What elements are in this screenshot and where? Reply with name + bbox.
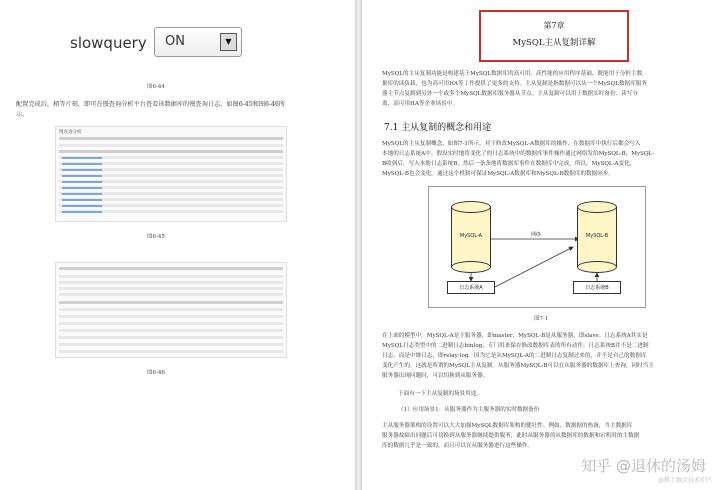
chapter-number: 第7章: [543, 21, 565, 30]
section-heading: 7.1 主从复制的概念和用途: [384, 123, 492, 133]
mysql-a-label: MySQL-A: [459, 233, 483, 239]
scenario-para-line-3: 库的数据几乎是一致的，而且可以在从服务器进行这些操作。: [382, 443, 534, 449]
left-page: [0, 0, 355, 490]
after-para-line-2: MySQL日志类型中的二进制日志binlog，专门用来保存修改数据库表的所有动作。日志系统B并不是二进制: [382, 343, 649, 349]
watermark-sub: @稀土掘金技术社区: [657, 477, 712, 484]
figure-caption-6-46: 图6-46: [147, 370, 165, 376]
network-label: 网络: [531, 232, 542, 238]
watermark: 知乎 @退休的汤姆: [581, 457, 706, 475]
intro-line-1: MySQL的主从复制功能是构建基于MySQL数据库的高可用、高性能的应用程序基础，既能用于分担主数: [382, 71, 643, 77]
replication-diagram: [428, 186, 646, 308]
scenario-1-heading: （1）应用场景1：从服务器作为主服务器的实时数据备份: [398, 407, 540, 413]
figure-caption-6-45: 图6-45: [147, 234, 165, 240]
figure-caption-6-44: 图6-44: [147, 84, 165, 90]
slowquery-value: ON: [165, 34, 185, 49]
after-para-line-4: 变化产生的，这就是所谓的MySQL主从复制。从服务器MySQL-B可以在从服务器的数据库上查询，同时当主: [382, 363, 654, 369]
scenario-para-line-1: 主从服务器架构的设置可以大大加强MySQL数据库架构的健壮性。例如，数据据的热备，当主数据库: [382, 423, 633, 429]
after-para-line-5: 服务器出现问题时，可以切换到从服务器。: [382, 373, 489, 379]
section-para-line-3: B收到后，写入本地日志系统B，然后一条条地将数据库事件在数据库中完成。所以，MySQL-A变化，: [382, 161, 636, 167]
mysql-a-cylinder: [451, 201, 491, 273]
page-gutter: [355, 0, 362, 490]
mysql-b-cylinder: [577, 201, 617, 273]
screenshot-slowquery-detail: [55, 262, 287, 358]
intro-line-4: 离、高可用HA等企业场景中。: [382, 101, 459, 107]
scenario-para-line-2: 服务器故障出问题后可切换到从服务器继续提供服务，此时从服务器的从数据库的数据和宕机时的主数据: [382, 433, 640, 439]
figure-caption-7-1: 图7-1: [534, 316, 549, 322]
after-para-line-1: 在上面的模型中，MySQL-A是主服务器，即master，MySQL-B是从服务器，即slave。日志系统A其实是: [382, 333, 648, 339]
mysql-b-label: MySQL-B: [585, 233, 609, 239]
log-system-b: 日志系统B: [573, 281, 621, 294]
chevron-down-icon[interactable]: ▼: [220, 33, 237, 51]
slowquery-select[interactable]: [154, 27, 242, 57]
screenshot-slowquery-list: [55, 126, 287, 222]
chapter-title: MySQL主从复制详解: [512, 38, 596, 48]
screenshot-title: 慢查询分析: [59, 130, 82, 135]
after-para-line-3: 日志，而是中继日志，即relay-log。因为它是从MySQL-A的二进制日志复制过来的，并不是自己的数据库: [382, 353, 647, 359]
intro-line-3: 器主节点复制到另外一个或多个MySQL数据库服务器从节点。主从复制可以用于数据实时备份、读写分: [382, 91, 638, 97]
scenario-intro: 下面有一下主从复制的场景用途。: [398, 391, 482, 397]
section-para-line-2: 本地的日志系统A中。假设实时地将变化了的日志系统中的数据库事件操作通过网络发给MySQL-B，MySQL-: [382, 151, 655, 157]
intro-line-2: 据库的读负载，也为高可用HA等工作提供了更多的支持。主从复制是指数据可以从一个MySQL数据库服务: [382, 81, 647, 87]
left-body-line1: 配置完成后，稍等片刻，即可在慢查询分析平台查看该数据库的慢查询日志，如图6-45和图6-46所: [16, 101, 286, 108]
right-page: [362, 0, 720, 490]
log-system-a: 日志系统A: [447, 281, 495, 294]
chapter-title-box: [479, 10, 629, 62]
section-para-line-4: MySQL-B也会变化。通过这个机制可保证MySQL-A数据库和MySQL-B数据库的数据同步。: [382, 171, 615, 177]
left-body-line2: 示。: [16, 111, 29, 118]
slowquery-setting: [62, 22, 252, 67]
section-para-line-1: MySQL的主从复制概念，如图7-1所示。对于修改MySQL-A数据库的操作，在数据库中执行后都会写入: [382, 141, 641, 147]
slowquery-label: slowquery: [70, 34, 147, 52]
